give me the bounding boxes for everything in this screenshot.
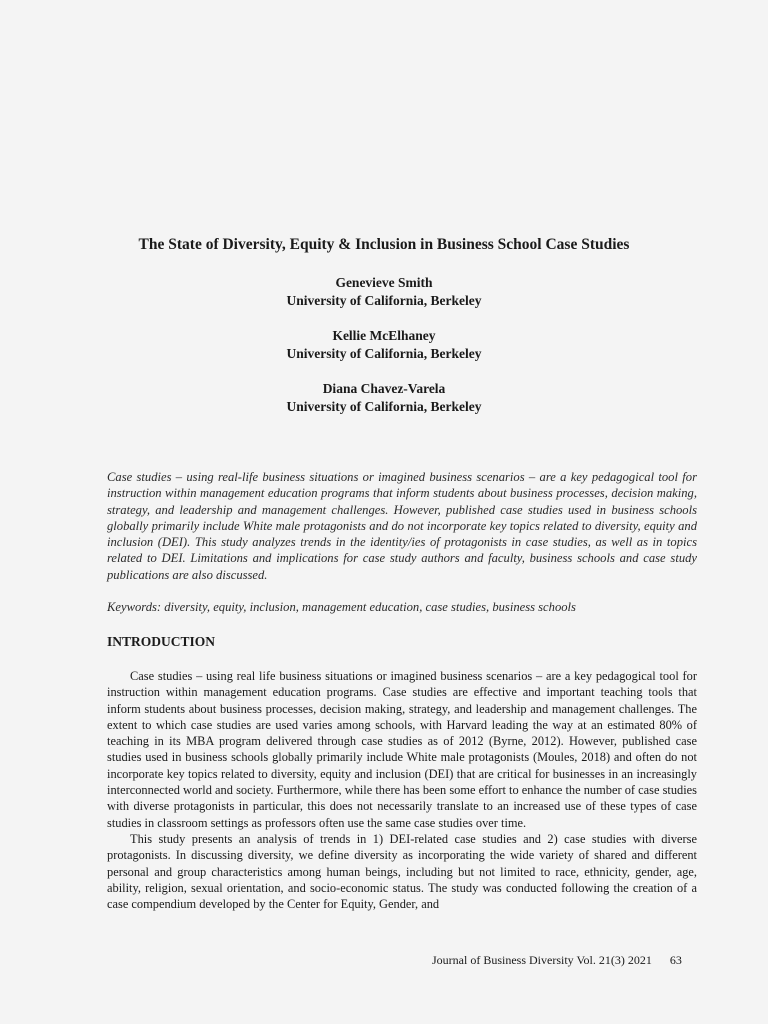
author-block [0,380,768,416]
author-affiliation: University of California, Berkeley [286,399,482,414]
author-name: Genevieve Smith [335,275,433,290]
page-number: 63 [669,953,682,967]
paper-title: The State of Diversity, Equity & Inclusion in Business School Case Studies [138,236,630,253]
keywords: Keywords: diversity, equity, inclusion, management education, case studies, business schools [107,600,576,614]
section-heading: INTRODUCTION [107,634,216,649]
body-text [107,668,697,912]
journal-citation: Journal of Business Diversity Vol. 21(3) 2021 [432,953,652,967]
author-block [0,327,768,363]
author-affiliation: University of California, Berkeley [286,346,482,361]
author-affiliation: University of California, Berkeley [286,293,482,308]
author-block [0,274,768,310]
page-footer [432,953,682,968]
body-paragraph: Case studies – using real life business situations or imagined business scenarios – are a key pedagogical tool for instruction within management education programs. Case studies are effective and important teaching tools that inform students about business processes, decision making, strategy, and leadership and management challenges. The extent to which case studies are used varies among schools, with Harvard leading the way at an estimated 80% of teaching in its MBA program delivered through case studies as of 2012 (Byrne, 2012). However, published case studies used in business schools globally primarily include White male protagonists (Moules, 2018) and often do not incorporate key topics related to diversity, equity and inclusion (DEI) that are critical for businesses in an increasingly interconnected world and society. Furthermore, while there has been some effort to enhance the number of case studies with diverse protagonists in particular, this does not necessarily translate to an increased use of these types of case studies in classroom settings as professors often use the same case studies over time. [107,669,697,830]
body-paragraph: This study presents an analysis of trends in 1) DEI-related case studies and 2) case studies with diverse protagonists. In discussing diversity, we define diversity as incorporating the wide variety of shared and different personal and group characteristics among human beings, including but not limited to race, ethnicity, gender, age, ability, religion, sexual orientation, and socio-economic status. The study was conducted following the creation of a case compendium developed by the Center for Equity, Gender, and [107,831,697,912]
abstract: Case studies – using real-life business situations or imagined business scenarios – are a key pedagogical tool for instruction within management education programs that inform students about business processes, decision making, strategy, and leadership and management challenges. However, published case studies used in business schools globally primarily include White male protagonists and do not incorporate key topics related to diversity, equity and inclusion (DEI). This study analyzes trends in the identity/ies of protagonists in case studies, as well as in topics related to DEI. Limitations and implications for case study authors and faculty, business schools and case study publications are also discussed. [107,470,697,582]
author-name: Diana Chavez-Varela [322,381,446,396]
author-name: Kellie McElhaney [332,328,436,343]
